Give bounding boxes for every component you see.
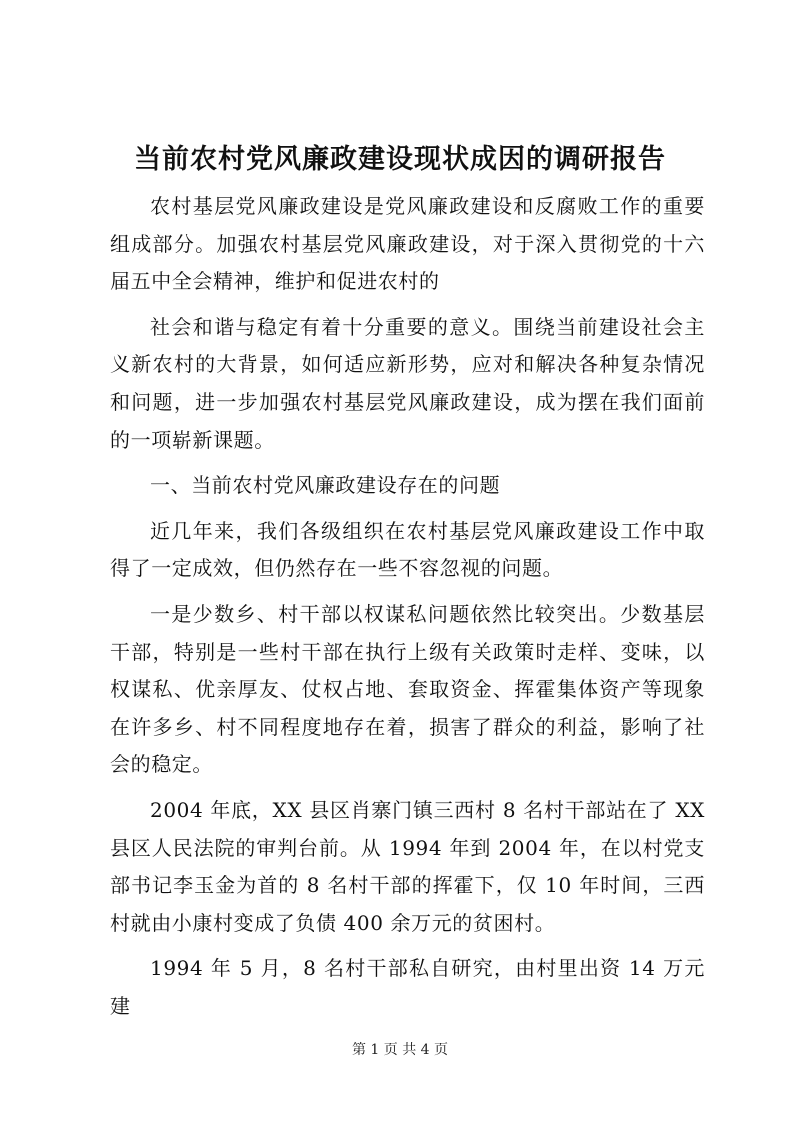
paragraph-recent-years: 近几年来，我们各级组织在农村基层党风廉政建设工作中取得了一定成效，但仍然存在一些不容忽视的问题。: [110, 518, 705, 581]
paragraph-significance: 社会和谐与稳定有着十分重要的意义。围绕当前建设社会主义新农村的大背景，如何适应新形势，应对和解决各种复杂情况和问题，进一步加强农村基层党风廉政建设，成为摆在我们面前的一项崭新课题。: [110, 314, 705, 452]
paragraph-case-1994: 1994 年 5 月，8 名村干部私自研究，由村里出资 14 万元建: [110, 956, 705, 1018]
paragraph-problem-one: 一是少数乡、村干部以权谋私问题依然比较突出。少数基层干部，特别是一些村干部在执行上级有关政策时走样、变味，以权谋私、优亲厚友、仗权占地、套取资金、挥霍集体资产等现象在许多乡、村不同程度地存在着，损害了群众的利益，影响了社会的稳定。: [110, 601, 705, 777]
page-number-footer: 第 1 页 共 4 页: [351, 1042, 449, 1058]
document-title: 当前农村党风廉政建设现状成因的调研报告: [134, 144, 666, 175]
document-body: [110, 188, 705, 1033]
paragraph-intro: 农村基层党风廉政建设是党风廉政建设和反腐败工作的重要组成部分。加强农村基层党风廉政建设，对于深入贯彻党的十六届五中全会精神，维护和促进农村的: [110, 194, 705, 294]
paragraph-case-2004: 2004 年底，XX 县区肖寨门镇三西村 8 名村干部站在了 XX 县区人民法院的审判台前。从 1994 年到 2004 年，在以村党支部书记李玉金为首的 8 名村干部的挥霍下，仅 10 年时间，三西村就由小康村变成了负债 400 余万元的贫困村。: [110, 797, 705, 935]
section-heading-problems: 一、当前农村党风廉政建设存在的问题: [150, 473, 501, 498]
